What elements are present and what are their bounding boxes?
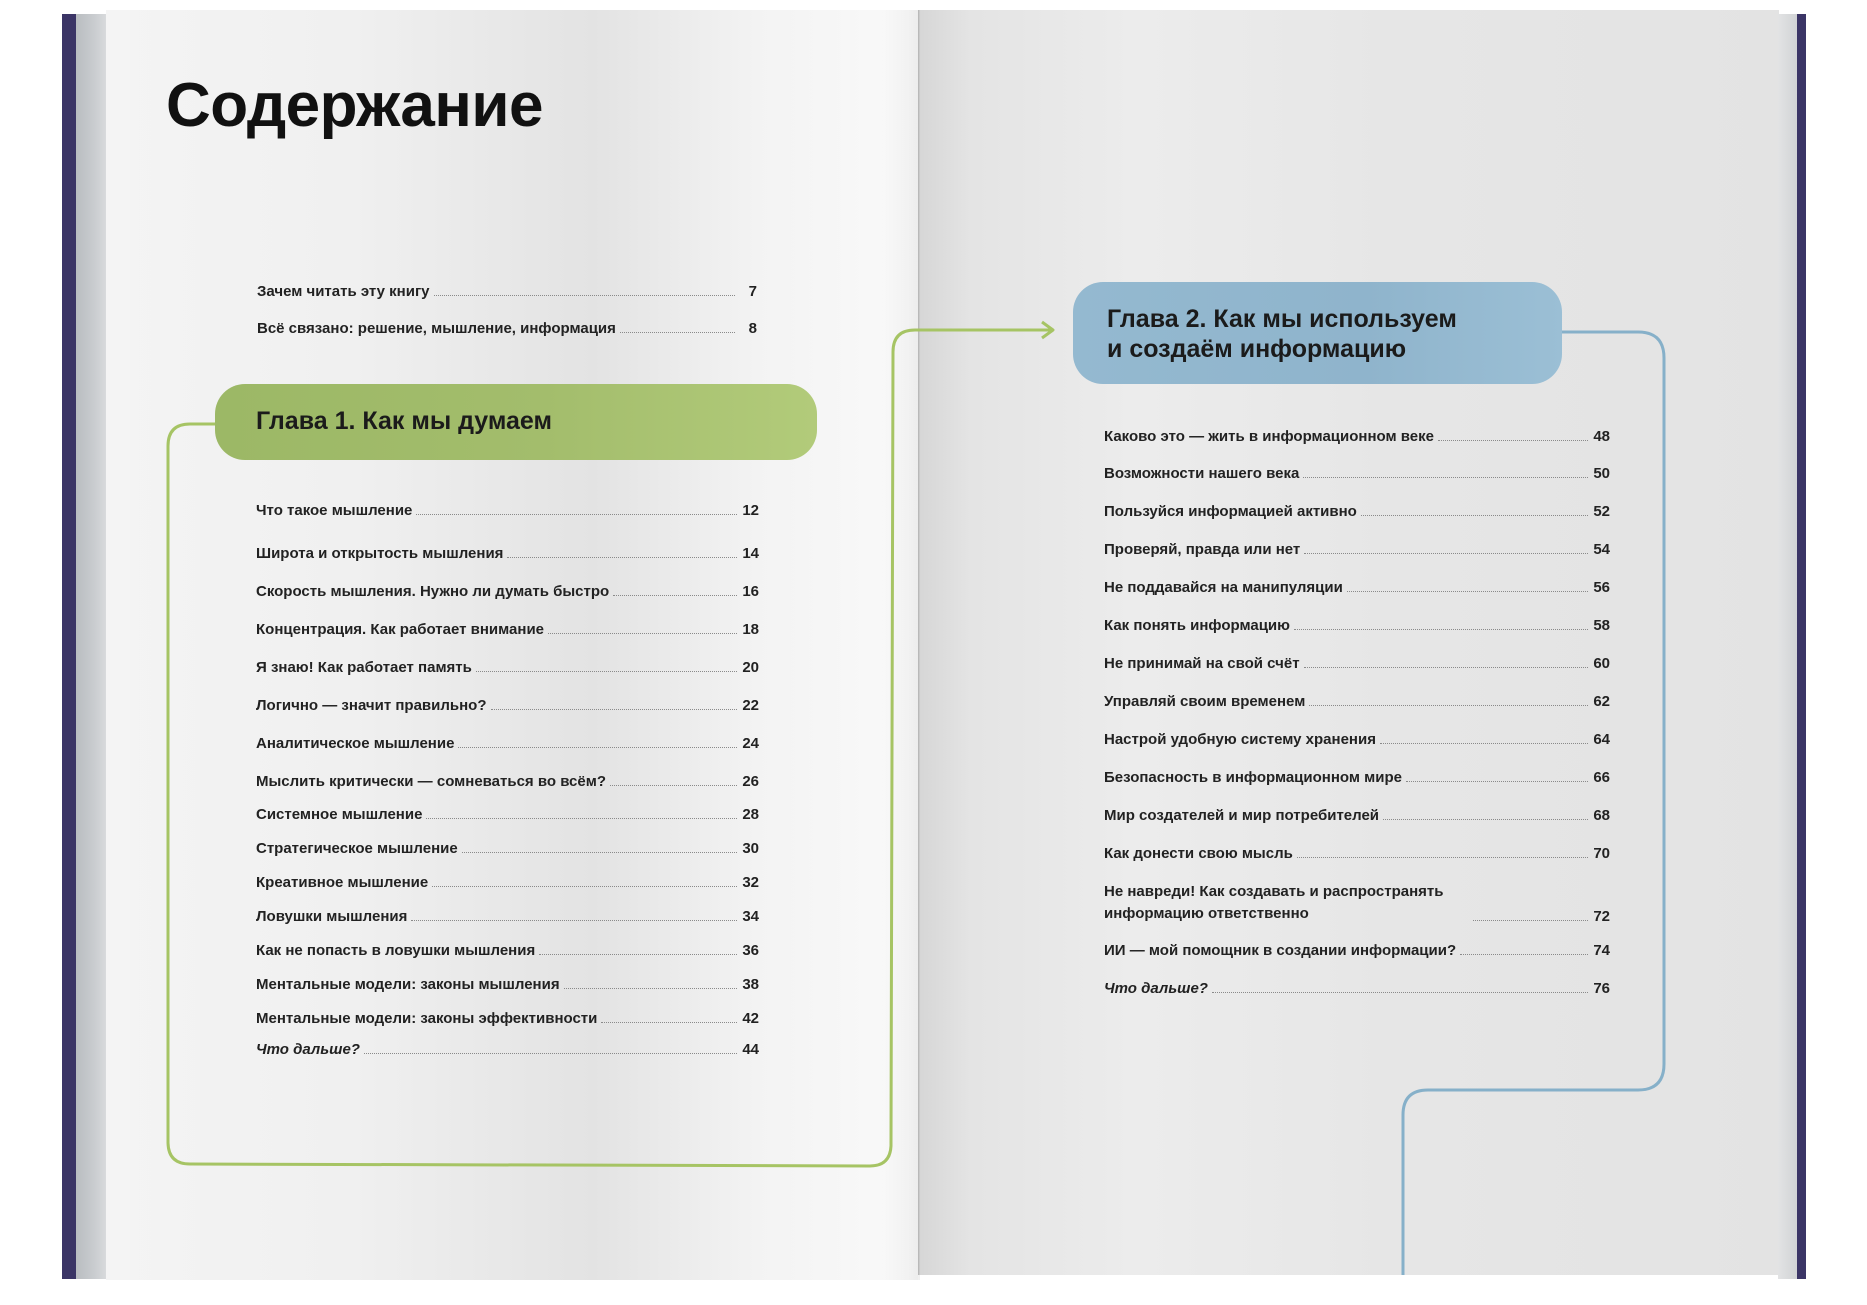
- book-cover-right: [1797, 14, 1806, 1279]
- toc-entry[interactable]: [1104, 617, 1610, 634]
- toc-entry-page: 14: [742, 545, 759, 562]
- toc-entry[interactable]: [256, 697, 759, 714]
- toc-entry[interactable]: [256, 840, 759, 857]
- chapter1-title: Глава 1. Как мы думаем: [256, 407, 552, 435]
- toc-entry-page: 68: [1593, 807, 1610, 824]
- toc-entry-label: Мир создателей и мир потребителей: [1104, 807, 1380, 824]
- toc-entry[interactable]: [1104, 541, 1610, 558]
- toc-entry[interactable]: [256, 806, 759, 823]
- leader-dots: [1297, 856, 1588, 858]
- toc-entry-page: 72: [1593, 908, 1610, 925]
- toc-entry-page: 56: [1593, 579, 1610, 596]
- toc-entry[interactable]: [1104, 807, 1610, 824]
- toc-entry[interactable]: [256, 773, 759, 790]
- toc-entry[interactable]: [256, 942, 759, 959]
- leader-dots: [1361, 514, 1588, 516]
- leader-dots: [1347, 590, 1588, 592]
- toc-entry[interactable]: [1104, 881, 1610, 925]
- leader-dots: [539, 953, 737, 955]
- toc-entry-label: Не принимай на свой счёт: [1104, 655, 1300, 672]
- leader-dots: [432, 885, 737, 887]
- leader-dots: [610, 784, 737, 786]
- leader-dots: [1383, 818, 1588, 820]
- toc-entry[interactable]: [256, 545, 759, 562]
- leader-dots: [434, 294, 735, 296]
- toc-entry[interactable]: [1104, 655, 1610, 672]
- toc-entry-page: 48: [1593, 428, 1610, 445]
- left-page: [106, 10, 918, 1280]
- toc-entry[interactable]: [1104, 942, 1610, 959]
- toc-entry-page: 16: [742, 583, 759, 600]
- toc-entry[interactable]: [257, 320, 757, 337]
- toc-entry-label: Мыслить критически — сомневаться во всём?: [256, 773, 606, 790]
- leader-dots: [416, 513, 737, 515]
- leader-dots: [1303, 476, 1588, 478]
- toc-entry-label: Логично — значит правильно?: [256, 697, 487, 714]
- toc-entry-page: 70: [1593, 845, 1610, 862]
- toc-entry-page: 66: [1593, 769, 1610, 786]
- toc-entry-page: 26: [742, 773, 759, 790]
- toc-entry-page: 20: [742, 659, 759, 676]
- toc-entry[interactable]: [256, 874, 759, 891]
- toc-entry[interactable]: [256, 583, 759, 600]
- page-title: Содержание: [166, 71, 543, 140]
- leader-dots: [411, 919, 737, 921]
- leader-dots: [1294, 628, 1588, 630]
- toc-entry-page: 76: [1593, 980, 1610, 997]
- toc-entry-label: Как донести свою мысль: [1104, 845, 1293, 862]
- toc-entry-page: 64: [1593, 731, 1610, 748]
- toc-entry-label: Пользуйся информацией активно: [1104, 503, 1357, 520]
- toc-entry-page: 52: [1593, 503, 1610, 520]
- toc-entry-page: 30: [742, 840, 759, 857]
- toc-entry[interactable]: [1104, 845, 1610, 862]
- chapter2-title-line2: и создаём информацию: [1107, 335, 1407, 363]
- toc-entry[interactable]: [256, 976, 759, 993]
- toc-entry-label: Ловушки мышления: [256, 908, 408, 925]
- leader-dots: [601, 1021, 737, 1023]
- toc-entry-page: 74: [1593, 942, 1610, 959]
- leader-dots: [1304, 552, 1588, 554]
- toc-entry[interactable]: [1104, 693, 1610, 710]
- toc-entry[interactable]: [1104, 980, 1610, 997]
- toc-entry[interactable]: [256, 735, 759, 752]
- toc-entry[interactable]: [256, 1010, 759, 1027]
- toc-entry-label: Управляй своим временем: [1104, 693, 1306, 710]
- toc-entry-page: 58: [1593, 617, 1610, 634]
- toc-entry-label: Аналитическое мышление: [256, 735, 455, 752]
- leader-dots: [1304, 666, 1588, 668]
- leader-dots: [507, 556, 737, 558]
- leader-dots: [1212, 991, 1588, 993]
- toc-entry[interactable]: [256, 1041, 759, 1058]
- toc-entry-label: Как не попасть в ловушки мышления: [256, 942, 536, 959]
- toc-entry-page: 44: [742, 1041, 759, 1058]
- toc-entry-label: Скорость мышления. Нужно ли думать быстро: [256, 583, 610, 600]
- leader-dots: [564, 987, 737, 989]
- gutter-shadow: [880, 10, 920, 1280]
- toc-entry-label: ИИ — мой помощник в создании информации?: [1104, 942, 1457, 959]
- toc-entry-label: Не поддавайся на манипуляции: [1104, 579, 1343, 596]
- leader-dots: [426, 817, 737, 819]
- leader-dots: [462, 851, 737, 853]
- toc-entry[interactable]: [1104, 769, 1610, 786]
- toc-entry[interactable]: [1104, 731, 1610, 748]
- toc-entry-label: Креативное мышление: [256, 874, 429, 891]
- leader-dots: [1380, 742, 1588, 744]
- toc-entry-page: 22: [742, 697, 759, 714]
- chapter2-title-line1: Глава 2. Как мы используем: [1107, 305, 1457, 333]
- toc-entry-label: Стратегическое мышление: [256, 840, 458, 857]
- toc-entry-label: Безопасность в информационном мире: [1104, 769, 1402, 786]
- toc-entry-page: 54: [1593, 541, 1610, 558]
- toc-entry-page: 36: [742, 942, 759, 959]
- leader-dots: [1406, 780, 1588, 782]
- toc-entry-page: 24: [742, 735, 759, 752]
- right-page: [918, 10, 1779, 1275]
- toc-entry-label: Не навреди! Как создавать и распространять информацию ответственно: [1104, 883, 1444, 922]
- toc-entry-page: 38: [742, 976, 759, 993]
- leader-dots: [491, 708, 738, 710]
- toc-entry-label: Всё связано: решение, мышление, информация: [257, 320, 616, 337]
- toc-entry[interactable]: [256, 502, 759, 519]
- page-edges-left: [76, 14, 106, 1279]
- toc-entry-page: 42: [742, 1010, 759, 1027]
- toc-entry-label: Широта и открытость мышления: [256, 545, 504, 562]
- toc-entry-page: 7: [748, 283, 757, 300]
- toc-entry-label: Что дальше?: [1104, 980, 1208, 997]
- toc-entry-label: Я знаю! Как работает память: [256, 659, 472, 676]
- toc-entry[interactable]: [256, 621, 759, 638]
- toc-entry-label: Проверяй, правда или нет: [1104, 541, 1301, 558]
- chapter1-heading[interactable]: [215, 384, 817, 460]
- toc-entry-label: Настрой удобную систему хранения: [1104, 731, 1376, 748]
- toc-entry[interactable]: [1104, 503, 1610, 520]
- leader-dots: [1473, 919, 1588, 921]
- toc-entry-page: 50: [1593, 465, 1610, 482]
- chapter2-heading[interactable]: [1073, 282, 1562, 384]
- leader-dots: [548, 632, 737, 634]
- toc-entry-page: 34: [742, 908, 759, 925]
- toc-entry-label: Что дальше?: [256, 1041, 360, 1058]
- toc-entry-page: 12: [742, 502, 759, 519]
- toc-entry-label: Что такое мышление: [256, 502, 413, 519]
- leader-dots: [1438, 439, 1588, 441]
- toc-entry[interactable]: [1104, 465, 1610, 482]
- page-edges-right: [1778, 14, 1797, 1279]
- toc-entry[interactable]: [1104, 428, 1610, 445]
- toc-entry-page: 32: [742, 874, 759, 891]
- toc-entry[interactable]: [257, 283, 757, 300]
- leader-dots: [613, 594, 737, 596]
- toc-entry-label: Системное мышление: [256, 806, 423, 823]
- toc-entry-page: 62: [1593, 693, 1610, 710]
- book-cover-left: [62, 14, 76, 1279]
- leader-dots: [620, 331, 735, 333]
- toc-entry[interactable]: [1104, 579, 1610, 596]
- toc-entry-label: Концентрация. Как работает внимание: [256, 621, 545, 638]
- leader-dots: [1460, 953, 1588, 955]
- toc-entry-label: Возможности нашего века: [1104, 465, 1300, 482]
- toc-entry-page: 18: [742, 621, 759, 638]
- leader-dots: [458, 746, 737, 748]
- toc-entry-label: Ментальные модели: законы мышления: [256, 976, 560, 993]
- leader-dots: [1309, 704, 1588, 706]
- toc-entry-label: Зачем читать эту книгу: [257, 283, 430, 300]
- toc-entry[interactable]: [256, 659, 759, 676]
- toc-entry-label: Как понять информацию: [1104, 617, 1290, 634]
- leader-dots: [476, 670, 737, 672]
- leader-dots: [364, 1052, 737, 1054]
- toc-entry-page: 28: [742, 806, 759, 823]
- toc-entry-label: Ментальные модели: законы эффективности: [256, 1010, 598, 1027]
- toc-entry[interactable]: [256, 908, 759, 925]
- toc-entry-page: 8: [748, 320, 757, 337]
- toc-entry-page: 60: [1593, 655, 1610, 672]
- toc-entry-label: Каково это — жить в информационном веке: [1104, 428, 1434, 445]
